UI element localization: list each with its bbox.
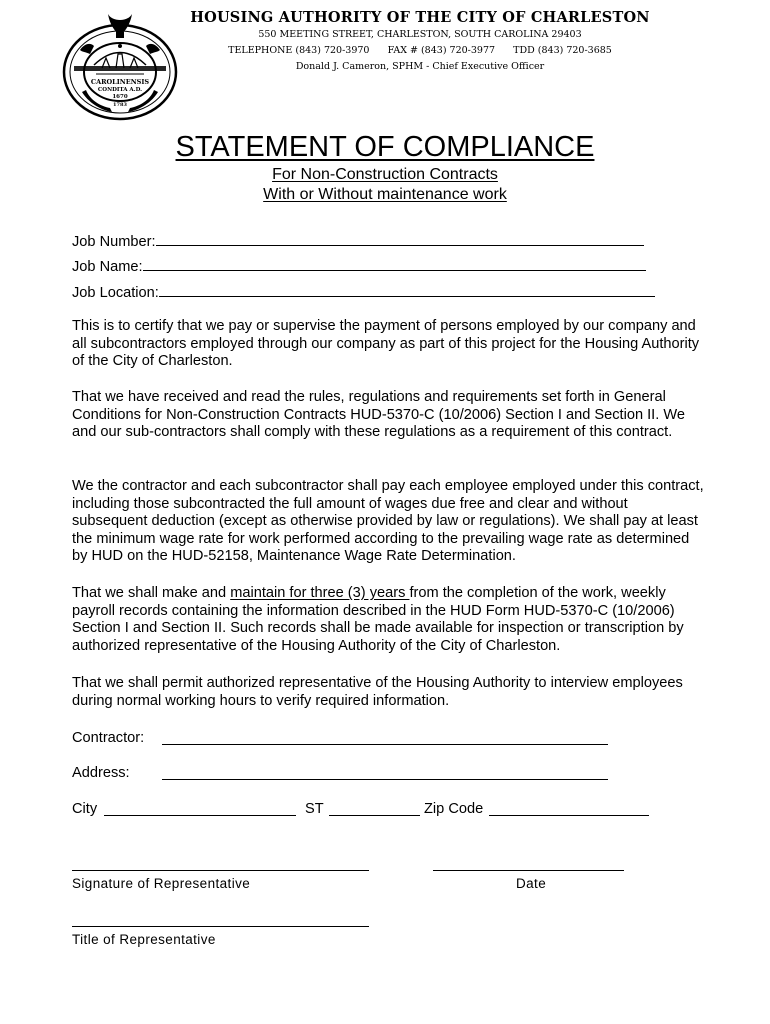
- job-location-line[interactable]: [159, 282, 655, 297]
- payroll-text-before: That we shall make and: [72, 585, 231, 601]
- document-subtitle-2: With or Without maintenance work: [263, 186, 507, 203]
- regulations-paragraph: That we have received and read the rules, regulations and requirements set forth in General Conditions for Non-Construction Contracts HUD-5370-C (10/2006) Section I and Section II. We and our sub-contractors shall comply with these regulations as a requirement of this contract.: [72, 389, 685, 441]
- city-label: City: [72, 801, 98, 817]
- seal-text-2: CONDITA A.D.: [97, 87, 143, 93]
- letterhead: [190, 9, 650, 75]
- state-line[interactable]: [329, 815, 420, 816]
- city-field[interactable]: [72, 799, 97, 819]
- title-label: Title of Representative: [72, 932, 216, 947]
- job-location-field[interactable]: [72, 282, 655, 303]
- contractor-field[interactable]: [72, 728, 144, 748]
- state-field[interactable]: [305, 799, 324, 819]
- signature-line[interactable]: [72, 870, 369, 871]
- title-line[interactable]: [72, 926, 369, 927]
- organization-name: HOUSING AUTHORITY OF THE CITY OF CHARLESTON: [190, 9, 650, 26]
- city-line[interactable]: [104, 815, 296, 816]
- date-line[interactable]: [433, 870, 624, 871]
- address-field[interactable]: [72, 763, 130, 783]
- zip-field[interactable]: [424, 799, 483, 819]
- seal-text-4: 1783: [113, 102, 127, 108]
- signature-label: Signature of Representative: [72, 876, 251, 891]
- job-number-field[interactable]: [72, 231, 644, 252]
- certification-paragraph: This is to certify that we pay or supervise the payment of persons employed by our company and all subcontractors employed through our company as part of this project for the Housing Authority of the City of Charleston.: [72, 318, 700, 370]
- payroll-text-underlined: maintain for three (3) years: [230, 585, 410, 601]
- job-name-field[interactable]: [72, 256, 646, 277]
- seal-text-3: 1670: [112, 94, 128, 100]
- zip-label: Zip Code: [424, 801, 484, 817]
- document-title: STATEMENT OF COMPLIANCE: [175, 131, 595, 163]
- contractor-line[interactable]: [162, 744, 608, 745]
- city-seal-icon: [60, 10, 180, 122]
- document-subtitle-1: For Non-Construction Contracts: [272, 166, 498, 183]
- contractor-label: Contractor:: [72, 730, 145, 746]
- interview-paragraph: That we shall permit authorized representative of the Housing Authority to interview employees during normal working hours to verify required information.: [72, 675, 683, 709]
- state-label: ST: [305, 801, 324, 817]
- job-number-line[interactable]: [156, 231, 644, 246]
- organization-phone: TELEPHONE (843) 720-3970 FAX # (843) 720-3977 TDD (843) 720-3685: [228, 45, 612, 56]
- organization-address: 550 MEETING STREET, CHARLESTON, SOUTH CAROLINA 29403: [258, 29, 582, 40]
- seal-text-1: CAROLINENSIS: [90, 78, 150, 86]
- address-line[interactable]: [162, 779, 608, 780]
- job-name-line[interactable]: [143, 256, 646, 271]
- organization-officer: Donald J. Cameron, SPHM - Chief Executive Officer: [295, 61, 545, 72]
- date-label: Date: [516, 876, 547, 891]
- payroll-text-after: from the completion of the work, weekly payroll records containing the information described in the HUD Form HUD-5370-C (10/2006) Section I and Section II. Such records shall be made available for inspection or transcription by authorized representative of the Housing Authority of the City of Charleston.: [72, 585, 684, 654]
- job-name-label: Job Name:: [72, 259, 143, 275]
- address-label: Address:: [72, 765, 130, 781]
- job-number-label: Job Number:: [72, 234, 156, 250]
- zip-line[interactable]: [489, 815, 649, 816]
- job-location-label: Job Location:: [72, 285, 159, 301]
- payroll-records-paragraph: [72, 585, 704, 655]
- wages-paragraph: We the contractor and each subcontractor shall pay each employee employed under this contract, including those subcontracted the full amount of wages due free and clear and without subsequent deduction (except as otherwise provided by law or regulations). We shall pay at least the minimum wage rate for work performed according to the prevailing wage rate as determined by HUD on the HUD-52158, Maintenance Wage Rate Determination.: [72, 478, 704, 565]
